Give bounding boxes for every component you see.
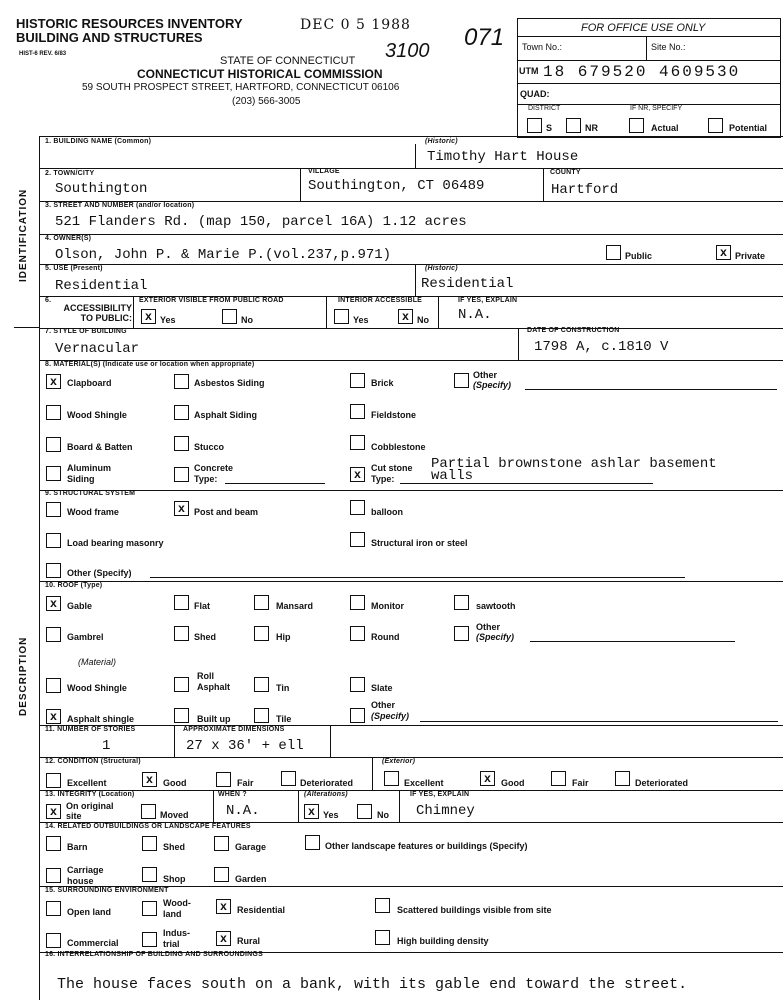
gambrel-label: Gambrel	[67, 632, 104, 642]
cut-stone-label: Cut stone	[371, 463, 413, 473]
site-label: site	[66, 811, 82, 821]
clapboard-label: Clapboard	[67, 378, 112, 388]
load-bearing-checkbox[interactable]	[46, 533, 61, 548]
on-original-site-checkbox[interactable]: x	[46, 804, 61, 819]
use-value: Residential	[55, 278, 148, 294]
form-number: HIST-6 REV. 6/83	[19, 51, 67, 57]
clapboard-checkbox[interactable]: x	[46, 374, 61, 389]
on-original-label: On original	[66, 801, 114, 811]
tile-checkbox[interactable]	[254, 708, 269, 723]
integrity-label: 13. INTEGRITY (Location)	[45, 791, 135, 798]
sec6-number: 6.	[45, 297, 52, 304]
utm-label: UTM	[519, 66, 539, 76]
asphalt-label: Asphalt	[197, 682, 231, 692]
moved-checkbox[interactable]	[141, 804, 156, 819]
street-value: 521 Flanders Rd. (map 150, parcel 16A) 1.12 acres	[55, 214, 467, 230]
village-label: VILLAGE	[308, 168, 340, 175]
gable-checkbox[interactable]: x	[46, 596, 61, 611]
commission-name: CONNECTICUT HISTORICAL COMMISSION	[137, 67, 383, 81]
slate-checkbox[interactable]	[350, 677, 365, 692]
mansard-label: Mansard	[276, 601, 314, 611]
high-density-label: High building density	[397, 936, 489, 946]
description-label: DESCRIPTION	[18, 636, 29, 716]
construction-date-value: 1798 A, c.1810 V	[534, 339, 669, 355]
structural-excellent-checkbox[interactable]	[46, 773, 61, 788]
open-land-label: Open land	[67, 907, 112, 917]
roof-wood-shingle-label: Wood Shingle	[67, 683, 127, 693]
structural-fair-label: Fair	[237, 778, 254, 788]
style-label: 7. STYLE OF BUILDING	[45, 328, 127, 335]
garage-checkbox[interactable]	[214, 836, 229, 851]
commercial-checkbox[interactable]	[46, 933, 61, 948]
stucco-label: Stucco	[194, 442, 225, 452]
high-density-checkbox[interactable]	[375, 930, 390, 945]
building-name-label: 1. BUILDING NAME (Common)	[45, 138, 152, 145]
exterior-no-label: No	[241, 315, 253, 325]
dimensions-value: 27 x 36' + ell	[186, 738, 304, 754]
historic-use-label: (Historic)	[425, 265, 458, 272]
exterior-yes-checkbox[interactable]: x	[141, 309, 156, 324]
potential-label: Potential	[729, 123, 768, 133]
cut-stone-value-2: walls	[431, 468, 474, 484]
interior-yes-label: Yes	[353, 315, 369, 325]
roof-specify-label: (Specify)	[476, 632, 515, 642]
round-label: Round	[371, 632, 400, 642]
identification-label: IDENTIFICATION	[18, 188, 29, 282]
brick-label: Brick	[371, 378, 394, 388]
residential-checkbox[interactable]: x	[216, 899, 231, 914]
when-label: WHEN ?	[218, 791, 247, 798]
moved-label: Moved	[160, 810, 189, 820]
shed-roof-label: Shed	[194, 632, 217, 642]
roof-wood-shingle-checkbox[interactable]	[46, 678, 61, 693]
roof-material-other-label: Other	[371, 700, 396, 710]
outbuilding-shed-checkbox[interactable]	[142, 836, 157, 851]
materials-label: 8. MATERIAL(S) (Indicate use or location when appropriate)	[45, 361, 255, 368]
actual-label: Actual	[651, 123, 679, 133]
interior-yes-checkbox[interactable]	[334, 309, 349, 324]
board-batten-checkbox[interactable]	[46, 437, 61, 452]
office-use-title: FOR OFFICE USE ONLY	[581, 22, 706, 34]
outbuildings-label: 14. RELATED OUTBUILDINGS OR LANDSCAPE FEATURES	[45, 823, 251, 830]
asphalt-shingle-label: Asphalt shingle	[67, 714, 135, 724]
barn-checkbox[interactable]	[46, 836, 61, 851]
roof-label: 10. ROOF (Type)	[45, 582, 103, 589]
form-title: HISTORIC RESOURCES INVENTORY	[16, 16, 243, 31]
district-label: DISTRICT	[528, 105, 561, 112]
public-checkbox[interactable]	[606, 245, 621, 260]
structural-other-checkbox[interactable]	[46, 563, 61, 578]
built-up-checkbox[interactable]	[174, 708, 189, 723]
alterations-yes-checkbox[interactable]: x	[304, 804, 319, 819]
land-label: land	[163, 909, 182, 919]
landscape-other-label: Other landscape features or buildings (Specify)	[325, 841, 528, 851]
garden-checkbox[interactable]	[214, 867, 229, 882]
private-checkbox[interactable]: x	[716, 245, 731, 260]
use-label: 5. USE (Present)	[45, 265, 103, 272]
condition-label: 12. CONDITION (Structural)	[45, 758, 141, 765]
built-up-label: Built up	[197, 714, 231, 724]
construction-date-label: DATE OF CONSTRUCTION	[527, 327, 620, 334]
alterations-explain-label: IF YES, EXPLAIN	[410, 791, 470, 798]
tile-label: Tile	[276, 714, 292, 724]
environment-label: 15. SURROUNDING ENVIRONMENT	[45, 887, 169, 894]
alterations-no-label: No	[377, 810, 389, 820]
exterior-good-checkbox[interactable]: x	[480, 771, 495, 786]
woodland-checkbox[interactable]	[142, 901, 157, 916]
siding-label: Siding	[67, 474, 95, 484]
open-land-checkbox[interactable]	[46, 901, 61, 916]
district-s-label: S	[546, 123, 553, 133]
balloon-label: balloon	[371, 507, 403, 517]
district-s-checkbox[interactable]	[527, 118, 542, 133]
county-label: COUNTY	[550, 169, 581, 176]
residential-label: Residential	[237, 905, 286, 915]
balloon-checkbox[interactable]	[350, 500, 365, 515]
form-subtitle: BUILDING AND STRUCTURES	[16, 30, 203, 45]
gable-label: Gable	[67, 601, 93, 611]
cut-stone-type-label: Type:	[371, 474, 395, 484]
cut-stone-value: Partial brownstone ashlar basement	[431, 456, 717, 472]
style-value: Vernacular	[55, 341, 140, 357]
garage-label: Garage	[235, 842, 267, 852]
concrete-checkbox[interactable]	[174, 467, 189, 482]
flat-checkbox[interactable]	[174, 595, 189, 610]
wood-frame-checkbox[interactable]	[46, 502, 61, 517]
state-name: STATE OF CONNECTICUT	[220, 55, 356, 67]
outbuilding-shed-label: Shed	[163, 842, 186, 852]
exterior-excellent-label: Excellent	[404, 778, 444, 788]
garden-label: Garden	[235, 874, 267, 884]
public-label: Public	[625, 251, 653, 261]
fieldstone-checkbox[interactable]	[350, 404, 365, 419]
exterior-excellent-checkbox[interactable]	[384, 771, 399, 786]
load-bearing-label: Load bearing masonry	[67, 538, 164, 548]
industrial-checkbox[interactable]	[142, 932, 157, 947]
exterior-fair-checkbox[interactable]	[551, 771, 566, 786]
exterior-visible-label: EXTERIOR VISIBLE FROM PUBLIC ROAD	[139, 297, 284, 304]
town-value: Southington	[55, 181, 148, 197]
quad-label: QUAD:	[520, 89, 550, 99]
exterior-deteriorated-label: Deteriorated	[635, 778, 689, 788]
asbestos-checkbox[interactable]	[174, 374, 189, 389]
concrete-type-label: Type:	[194, 474, 218, 484]
shop-checkbox[interactable]	[142, 867, 157, 882]
roof-other-checkbox[interactable]	[454, 626, 469, 641]
district-nr-checkbox[interactable]	[566, 118, 581, 133]
exterior-yes-label: Yes	[160, 315, 176, 325]
rural-label: Rural	[237, 936, 261, 946]
exterior-condition-label: (Exterior)	[382, 758, 416, 765]
post-beam-label: Post and beam	[194, 507, 259, 517]
slate-label: Slate	[371, 683, 393, 693]
structural-good-checkbox[interactable]: x	[142, 772, 157, 787]
actual-checkbox[interactable]	[629, 118, 644, 133]
wood-shingle-label: Wood Shingle	[67, 410, 127, 420]
alterations-yes-label: Yes	[323, 810, 339, 820]
shop-label: Shop	[163, 874, 186, 884]
structural-excellent-label: Excellent	[67, 778, 107, 788]
county-value: Hartford	[551, 182, 619, 198]
concrete-label: Concrete	[194, 463, 234, 473]
wood-shingle-checkbox[interactable]	[46, 405, 61, 420]
material-other-label: Other	[473, 370, 498, 380]
mansard-checkbox[interactable]	[254, 595, 269, 610]
structural-other-label: Other (Specify)	[67, 568, 132, 578]
scattered-buildings-checkbox[interactable]	[375, 898, 390, 913]
structural-deteriorated-label: Deteriorated	[300, 778, 354, 788]
town-label: 2. TOWN/CITY	[45, 170, 95, 177]
dimensions-label: APPROXIMATE DIMENSIONS	[183, 726, 285, 733]
if-nr-label: IF NR, SPECIFY	[630, 105, 683, 112]
interior-no-checkbox[interactable]: x	[398, 309, 413, 324]
cobblestone-label: Cobblestone	[371, 442, 426, 452]
wood-frame-label: Wood frame	[67, 507, 119, 517]
when-value: N.A.	[226, 803, 260, 819]
aluminum-label: Aluminum	[67, 463, 111, 473]
interior-accessible-label: INTERIOR ACCESSIBLE	[338, 297, 423, 304]
district-nr-label: NR	[585, 123, 598, 133]
interrelationship-label: 16. INTERRELATIONSHIP OF BUILDING AND SURROUNDINGS	[45, 951, 263, 958]
stories-label: 11. NUMBER OF STORIES	[45, 726, 136, 733]
hip-label: Hip	[276, 632, 291, 642]
shed-roof-checkbox[interactable]	[174, 626, 189, 641]
alterations-explain-value: Chimney	[416, 803, 475, 819]
brick-checkbox[interactable]	[350, 373, 365, 388]
handwritten-number: 071	[464, 24, 505, 51]
tin-label: Tin	[276, 683, 290, 693]
material-specify-label: (Specify)	[473, 380, 512, 390]
utm-value: 18 679520 4609530	[543, 63, 741, 81]
trial-label: trial	[163, 939, 180, 949]
exterior-no-checkbox[interactable]	[222, 309, 237, 324]
asphalt-siding-checkbox[interactable]	[174, 405, 189, 420]
fieldstone-label: Fieldstone	[371, 410, 417, 420]
barn-label: Barn	[67, 842, 88, 852]
owner-value: Olson, John P. & Marie P.(vol.237,p.971)	[55, 247, 392, 263]
structural-iron-label: Structural iron or steel	[371, 538, 468, 548]
historic-name-value: Timothy Hart House	[427, 149, 579, 165]
cut-stone-checkbox[interactable]: x	[350, 467, 365, 482]
interior-no-label: No	[417, 315, 429, 325]
structural-good-label: Good	[163, 778, 187, 788]
commercial-label: Commercial	[67, 938, 119, 948]
alterations-label: (Alterations)	[304, 791, 348, 798]
roof-material-label: (Material)	[78, 657, 117, 667]
owner-label: 4. OWNER(S)	[45, 235, 92, 242]
flat-label: Flat	[194, 601, 211, 611]
landscape-other-checkbox[interactable]	[305, 835, 320, 850]
roof-material-other-checkbox[interactable]	[350, 708, 365, 723]
village-value: Southington, CT 06489	[308, 178, 485, 194]
aluminum-checkbox[interactable]	[46, 466, 61, 481]
historic-name-label: (Historic)	[425, 138, 458, 145]
exterior-fair-label: Fair	[572, 778, 589, 788]
carriage-label: Carriage	[67, 865, 104, 875]
monitor-checkbox[interactable]	[350, 595, 365, 610]
post-beam-checkbox[interactable]: x	[174, 501, 189, 516]
hip-checkbox[interactable]	[254, 626, 269, 641]
roll-asphalt-checkbox[interactable]	[174, 677, 189, 692]
roof-material-specify-label: (Specify)	[371, 711, 410, 721]
asbestos-label: Asbestos Siding	[194, 378, 265, 388]
indus-label: Indus-	[163, 928, 190, 938]
tin-checkbox[interactable]	[254, 677, 269, 692]
interrelationship-value: The house faces south on a bank, with its gable end toward the street.	[57, 976, 688, 993]
exterior-good-label: Good	[501, 778, 525, 788]
accessibility-label: ACCESSIBILITY TO PUBLIC:	[63, 303, 132, 323]
town-no-label: Town No.:	[522, 42, 563, 52]
exterior-deteriorated-checkbox[interactable]	[615, 771, 630, 786]
commission-phone: (203) 566-3005	[232, 96, 301, 107]
stories-value: 1	[102, 738, 111, 754]
board-batten-label: Board & Batten	[67, 442, 133, 452]
stucco-checkbox[interactable]	[174, 436, 189, 451]
scattered-buildings-label: Scattered buildings visible from site	[397, 905, 552, 915]
asphalt-siding-label: Asphalt Siding	[194, 410, 257, 420]
structural-fair-checkbox[interactable]	[216, 772, 231, 787]
roof-other-label: Other	[476, 622, 501, 632]
structural-deteriorated-checkbox[interactable]	[281, 771, 296, 786]
round-checkbox[interactable]	[350, 626, 365, 641]
access-explain-label: IF YES, EXPLAIN	[458, 297, 518, 304]
alterations-no-checkbox[interactable]	[357, 804, 372, 819]
cobblestone-checkbox[interactable]	[350, 435, 365, 450]
commission-address: 59 SOUTH PROSPECT STREET, HARTFORD, CONNECTICUT 06106	[82, 82, 400, 93]
sawtooth-label: sawtooth	[476, 601, 516, 611]
material-other-checkbox[interactable]	[454, 373, 469, 388]
handwritten-number: 3100	[385, 40, 430, 62]
street-label: 3. STREET AND NUMBER (and/or location)	[45, 202, 195, 209]
wood-label: Wood-	[163, 898, 191, 908]
structural-label: 9. STRUCTURAL SYSTEM	[45, 490, 136, 497]
rural-checkbox[interactable]: x	[216, 931, 231, 946]
asphalt-shingle-checkbox[interactable]: x	[46, 709, 61, 724]
access-explain-value: N.A.	[458, 307, 492, 323]
historic-use-value: Residential	[421, 276, 514, 292]
monitor-label: Monitor	[371, 601, 404, 611]
private-label: Private	[735, 251, 766, 261]
gambrel-checkbox[interactable]	[46, 627, 61, 642]
sawtooth-checkbox[interactable]	[454, 595, 469, 610]
site-no-label: Site No.:	[651, 42, 686, 52]
date-stamp: DEC 0 5 1988	[300, 17, 411, 33]
structural-iron-checkbox[interactable]	[350, 532, 365, 547]
potential-checkbox[interactable]	[708, 118, 723, 133]
carriage-house-checkbox[interactable]	[46, 868, 61, 883]
roll-label: Roll	[197, 671, 214, 681]
house-label: house	[67, 876, 94, 886]
